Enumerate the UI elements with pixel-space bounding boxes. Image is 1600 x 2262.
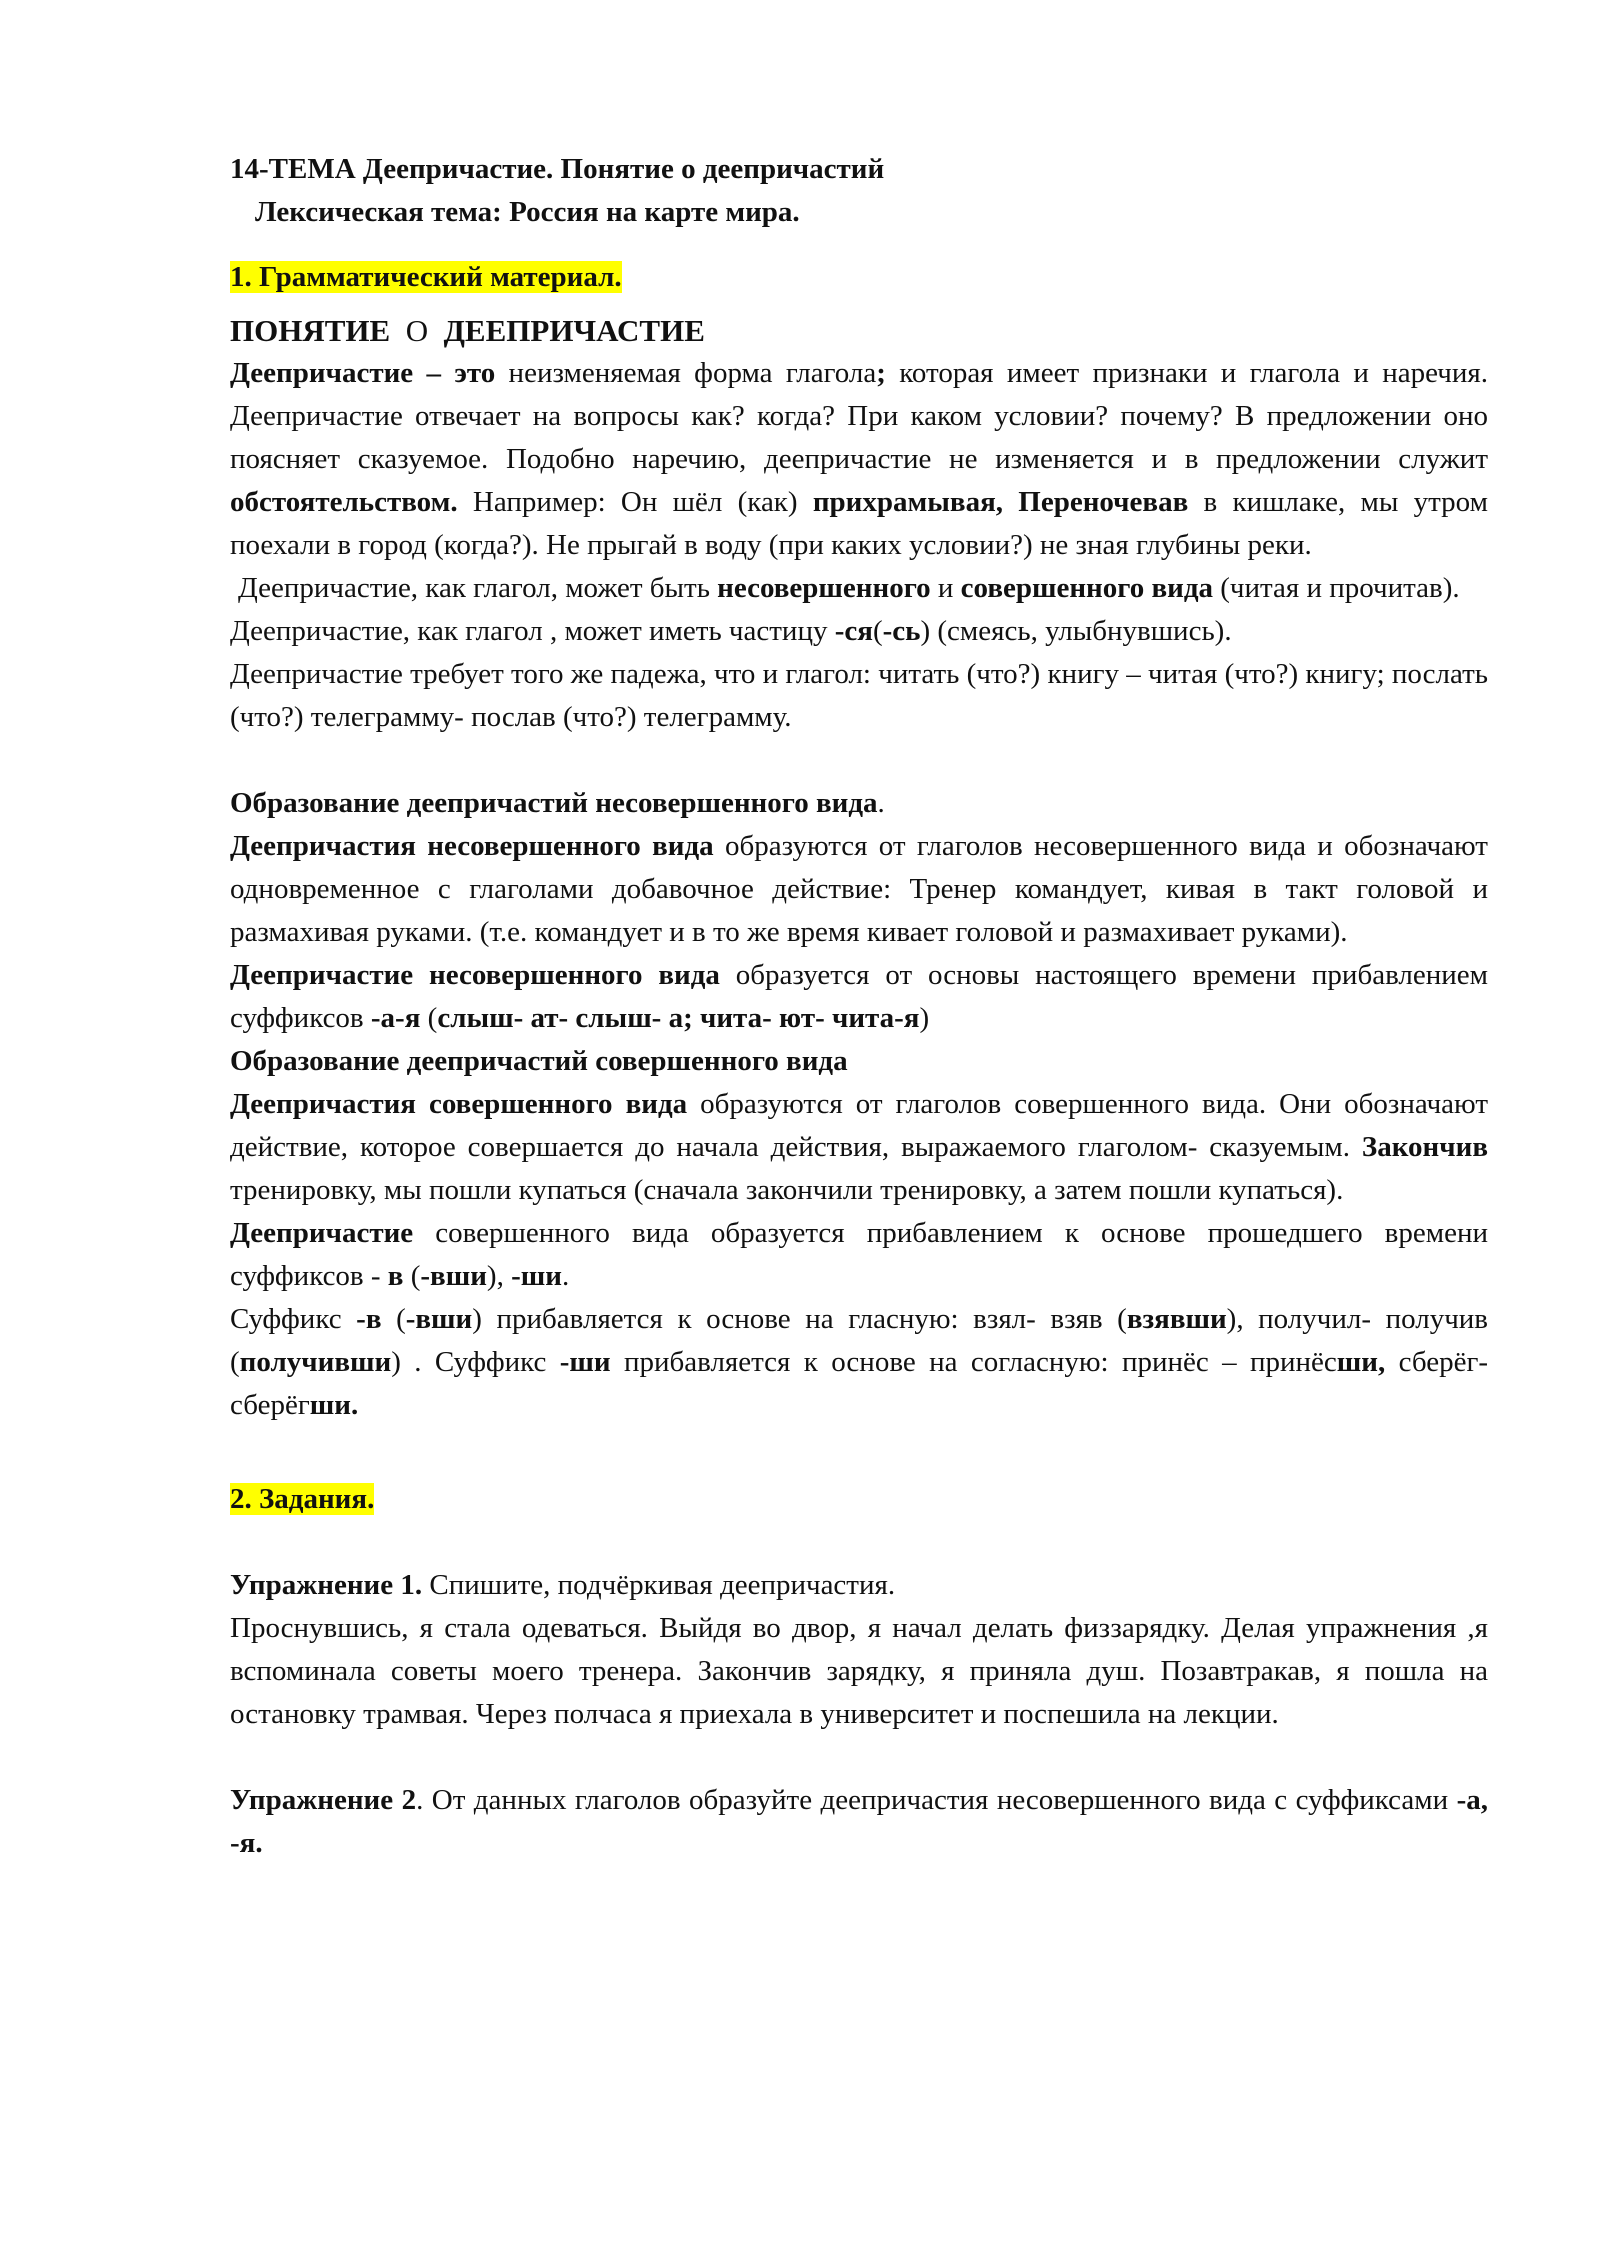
concept-heading: [230, 309, 1488, 352]
imperfective2-term: Деепричастие несовершенного вида: [230, 959, 720, 991]
section2-heading-text: 2. Задания.: [230, 1483, 375, 1515]
perfective-text-2: тренировку, мы пошли купаться (сначала закончили тренировку, а затем пошли купаться).: [230, 1174, 1344, 1206]
concept-word-1: ПОНЯТИЕ: [230, 313, 391, 348]
def-bold-circumstance: обстоятельством.: [230, 486, 458, 518]
particle-s: -сь: [882, 615, 921, 647]
suf-text-3: ) прибавляется к основе на гласную: взял- взяв (: [472, 1303, 1127, 1335]
perfective-text-1: образуются от глаголов совершенного вида. Они обозначают действие, которое совершается до начала действия, выражаемого глаголом- сказуемым.: [230, 1088, 1489, 1163]
perfective-finish: Закончив: [1361, 1131, 1488, 1163]
aspect-paragraph: [230, 567, 1488, 610]
perfective2-end: .: [561, 1260, 570, 1292]
exercise1-text: Проснувшись, я стала одеваться. Выйдя во двор, я начал делать физзарядку. Делая упражнения ,я вспоминала советы моего тренера. Закончив зарядку, я приняла душ. Позавтракав, я пошла на остановку трамвая. Через полчаса я приехала в университет и поспешила на лекции.: [230, 1612, 1488, 1730]
suf-text-6: прибавляется к основе на согласную: принёс – принёс: [610, 1346, 1337, 1378]
def-bold-limping: прихрамывая, Переночевав: [812, 486, 1189, 518]
imperfective2-paren-close: ): [919, 1002, 930, 1034]
particle-text-1: Деепричастие, как глагол , может иметь частицу: [230, 615, 835, 647]
suf-poluchivshi: получивши: [239, 1346, 392, 1378]
perfective-heading: Образование деепричастий совершенного вида: [230, 1045, 848, 1077]
particle-sya: -ся: [834, 615, 873, 647]
aspect-text-2: (читая и прочитав).: [1213, 572, 1460, 604]
suf-text-1: Суффикс: [230, 1303, 357, 1335]
suf-text-7: сберёг- сберёг: [230, 1346, 1488, 1421]
perfective2-term: Деепричастие: [230, 1217, 414, 1249]
exercise2-suffix: -а, -я.: [230, 1784, 1488, 1859]
imperfective-term: Деепричастия несовершенного вида: [230, 830, 714, 862]
imperfective-heading-dot: .: [877, 787, 885, 819]
concept-word-2: О: [405, 313, 429, 348]
suf-text-5: ) . Суффикс: [391, 1346, 560, 1378]
section1-heading-text: 1. Грамматический материал.: [230, 261, 622, 293]
imperfective2-examples: слыш- ат- слыш- а; чита- ют- чита-я: [437, 1002, 920, 1034]
imperfective2-paren-open: (: [420, 1002, 438, 1034]
imperfective-formation-paragraph: [230, 954, 1488, 1040]
imperfective-paragraph: [230, 825, 1488, 954]
def-text-2: которая имеет признаки и глагола и наречия. Деепричастие отвечает на вопросы как? когда? При каком условии? почему? В предложении оно поясняет сказуемое. Подобно наречию, деепричастие не изменяется и в предложении служит: [230, 357, 1488, 475]
section2-heading: [230, 1478, 1488, 1521]
suf-shi-2: ши,: [1336, 1346, 1386, 1378]
particle-paren: (: [872, 615, 883, 647]
perfective-formation-paragraph: [230, 1212, 1488, 1298]
suf-shi: -ши: [559, 1346, 611, 1378]
suf-text-4: ), получил- получив (: [230, 1303, 1488, 1378]
def-text-3: Например: Он шёл (как): [457, 486, 813, 518]
def-semicolon: ;: [876, 357, 886, 389]
perfective2-text: совершенного вида образуется прибавлением к основе прошедшего времени суффиксов -: [230, 1217, 1488, 1292]
imperfective-text: образуются от глаголов несовершенного вида и обозначают одновременное с глаголами добавочное действие: Тренер командует, кивая в такт головой и размахивая руками. (т.е. командует и в то же время кивает головой и размахивает руками).: [230, 830, 1488, 948]
perfective2-shi: -ши: [511, 1260, 562, 1292]
aspect-text-1: Деепричастие, как глагол, может быть: [238, 572, 718, 604]
aspect-imperfective: несовершенного: [717, 572, 931, 604]
exercise2-task: [230, 1779, 1488, 1865]
suf-vzyavshi: взявши: [1126, 1303, 1227, 1335]
concept-word-3: ДЕЕПРИЧАСТИЕ: [443, 313, 705, 348]
suf-text-2: (: [381, 1303, 406, 1335]
exercise1-instruction: Спишите, подчёркивая деепричастия.: [422, 1569, 896, 1601]
perfective2-v: в: [387, 1260, 404, 1292]
perfective-term: Деепричастия совершенного вида: [230, 1088, 688, 1120]
definition-paragraph: [230, 352, 1488, 567]
suffix-paragraph: [230, 1298, 1488, 1427]
exercise1-task: [230, 1564, 1488, 1607]
aspect-and: и: [930, 572, 961, 604]
def-text-4: в кишлаке, мы утром поехали в город (когда?). Не прыгай в воду (при каких условии?) не зная глубины реки.: [230, 486, 1488, 561]
document-page: [230, 148, 1488, 1865]
exercise2-label: Упражнение 2: [230, 1784, 417, 1816]
particle-paragraph: [230, 610, 1488, 653]
suf-vshi: -вши: [405, 1303, 473, 1335]
def-term: Деепричастие – это: [230, 357, 496, 389]
suf-shi-3: ши.: [309, 1389, 359, 1421]
def-text-1: неизменяемая форма глагола: [495, 357, 877, 389]
case-paragraph: Деепричастие требует того же падежа, что и глагол: читать (что?) книгу – читая (что?) книгу; послать (что?) телеграмму- послав (что?) телеграмму.: [230, 658, 1488, 733]
topic-title: 14-ТЕМА Деепричастие. Понятие о деепричастий: [230, 153, 885, 185]
imperfective2-suffix: -а-я: [370, 1002, 421, 1034]
perfective2-mid: ),: [486, 1260, 512, 1292]
particle-text-2: ) (смеясь, улыбнувшись).: [920, 615, 1232, 647]
lexical-topic: Лексическая тема: Россия на карте мира.: [255, 196, 800, 228]
suf-v: -в: [356, 1303, 382, 1335]
perfective2-paren: (: [403, 1260, 421, 1292]
imperfective2-text: образуется от основы настоящего времени прибавлением суффиксов: [230, 959, 1488, 1034]
perfective-paragraph: [230, 1083, 1488, 1212]
exercise1-label: Упражнение 1.: [230, 1569, 423, 1601]
section1-heading: [230, 256, 1488, 299]
imperfective-heading-text: Образование деепричастий несовершенного вида: [230, 787, 878, 819]
imperfective-heading: [230, 782, 1488, 825]
perfective2-vshi: -вши: [420, 1260, 487, 1292]
aspect-perfective: совершенного вида: [960, 572, 1213, 604]
exercise2-instruction: . От данных глаголов образуйте деепричастия несовершенного вида с суффиксами: [416, 1784, 1457, 1816]
